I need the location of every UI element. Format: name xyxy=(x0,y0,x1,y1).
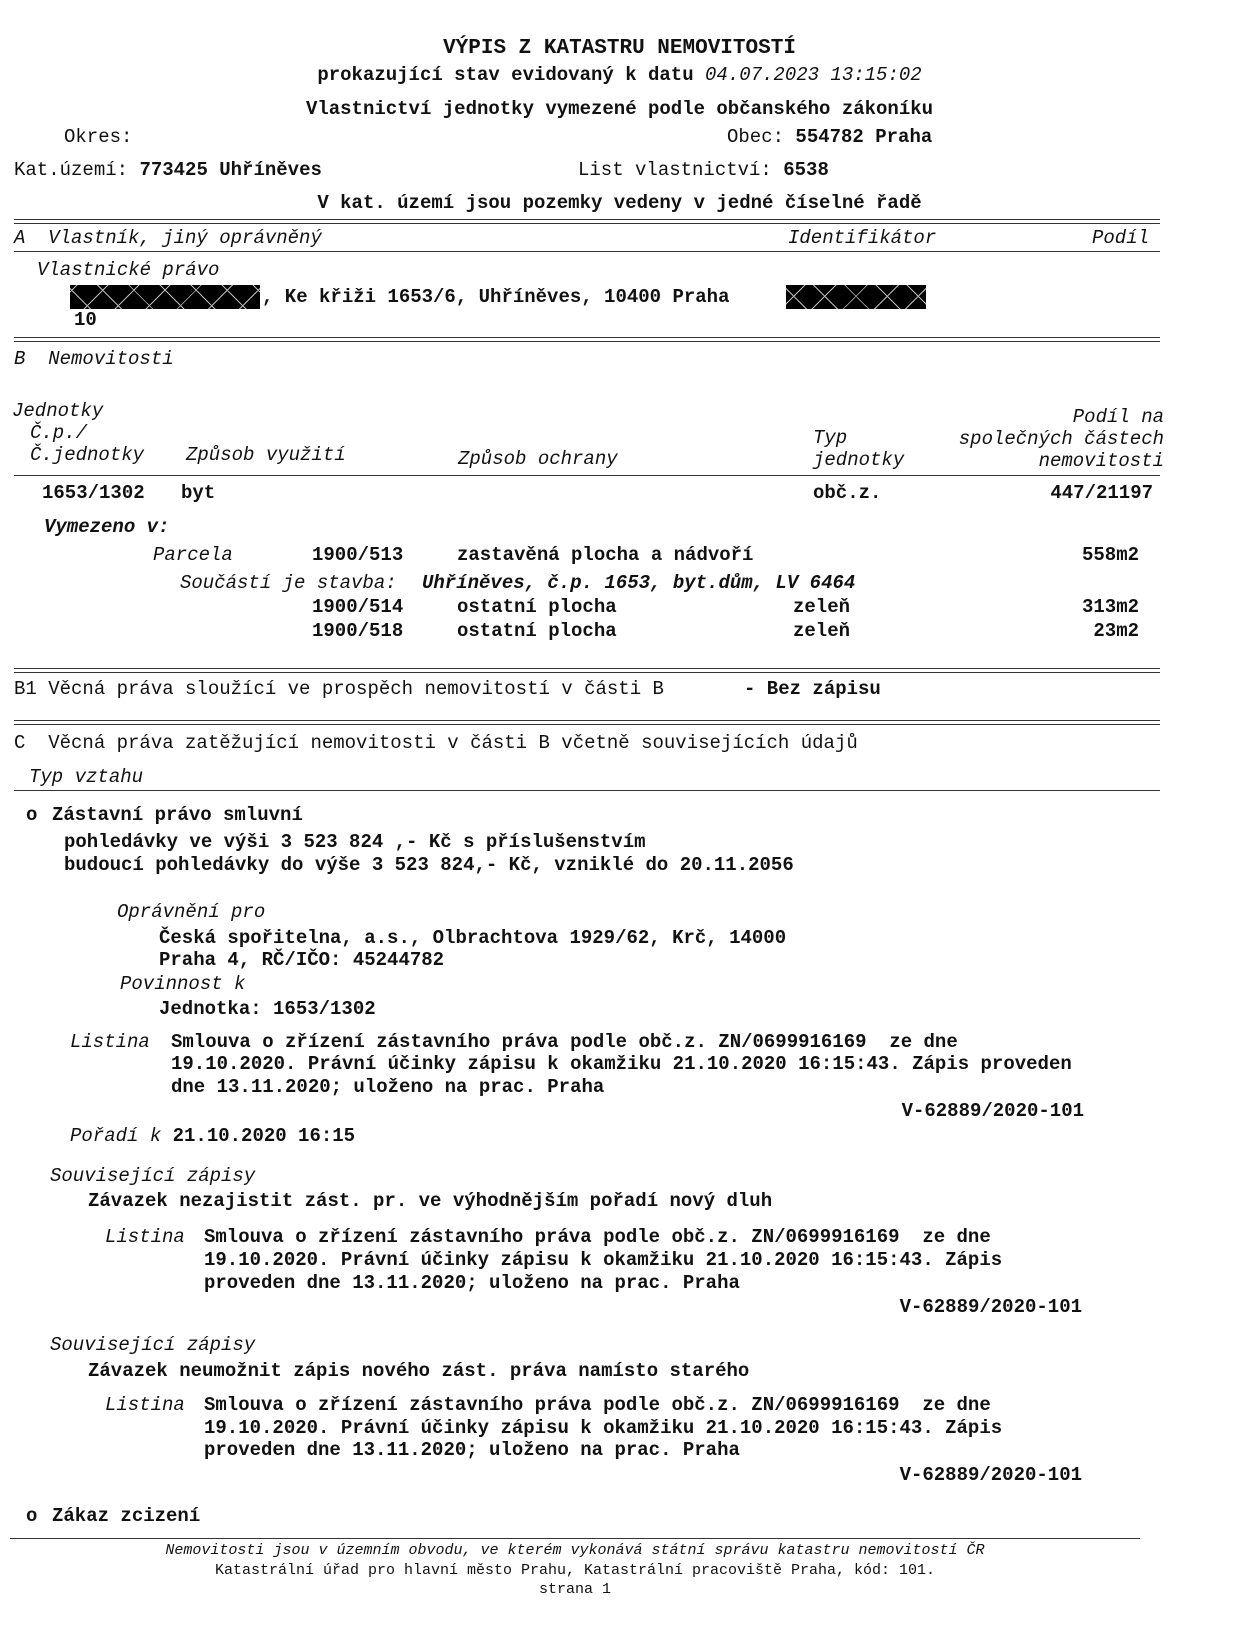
col-nemovitosti: nemovitosti xyxy=(1038,450,1164,472)
katuzemi-field: Kat.území: 773425 Uhříněves xyxy=(14,159,322,181)
col-identifikator: Identifikátor xyxy=(788,227,937,249)
parcela-label: Parcela xyxy=(153,544,233,566)
bullet: o xyxy=(26,1505,38,1527)
section-c-heading: C Věcná práva zatěžující nemovitosti v části B včetně souvisejících údajů xyxy=(14,732,858,754)
section-b-heading: B Nemovitosti xyxy=(14,348,174,370)
lv-field: List vlastnictví: 6538 xyxy=(578,159,829,181)
owner-address: , Ke křiži 1653/6, Uhříněves, 10400 Praha xyxy=(262,286,730,308)
zakaz-title: Zákaz zcizení xyxy=(52,1505,201,1527)
parcel-number: 1900/514 xyxy=(312,596,404,618)
povinnost-value: Jednotka: 1653/1302 xyxy=(159,998,376,1020)
listina-label: Listina xyxy=(105,1226,185,1248)
lien-line: pohledávky ve výši 3 523 824 ,- Kč s příslušenstvím xyxy=(64,831,646,853)
parcel-number: 1900/518 xyxy=(312,620,404,642)
parcel-area: 313m2 xyxy=(1081,596,1139,618)
listina-line: proveden dne 13.11.2020; uloženo na prac. Praha xyxy=(204,1439,740,1461)
redacted-owner-name xyxy=(70,285,260,309)
listina-line: Smlouva o zřízení zástavního práva podle obč.z. ZN/0699916169 ze dne xyxy=(171,1031,958,1053)
souvisejici-label: Související zápisy xyxy=(50,1334,256,1356)
ownership-type: Vlastnictví jednotky vymezené podle občanského zákoníku xyxy=(305,98,934,120)
parcel-use: zastavěná plocha a nádvoří xyxy=(457,544,754,566)
listina-line: dne 13.11.2020; uloženo na prac. Praha xyxy=(171,1076,605,1098)
obec-field: Obec: 554782 Praha xyxy=(727,126,933,148)
parcel-kind: zeleň xyxy=(793,596,851,618)
listina-reference: V-62889/2020-101 xyxy=(899,1464,1082,1486)
listina-line: 19.10.2020. Právní účinky zápisu k okamžiku 21.10.2020 16:15:43. Zápis proveden xyxy=(171,1053,1072,1075)
listina-line: 19.10.2020. Právní účinky zápisu k okamžiku 21.10.2020 16:15:43. Zápis xyxy=(204,1417,1003,1439)
listina-reference: V-62889/2020-101 xyxy=(901,1100,1084,1122)
listina-line: 19.10.2020. Právní účinky zápisu k okamžiku 21.10.2020 16:15:43. Zápis xyxy=(204,1249,1003,1271)
section-a-heading: A Vlastník, jiný oprávněný xyxy=(14,227,322,249)
parcel-use: ostatní plocha xyxy=(457,596,617,618)
vlastnicke-pravo-label: Vlastnické právo xyxy=(37,259,220,281)
opravneni-line: Praha 4, RČ/IČO: 45244782 xyxy=(159,949,445,971)
opravneni-label: Oprávnění pro xyxy=(117,901,266,923)
souvisejici-label: Související zápisy xyxy=(50,1165,256,1187)
footer-line: Nemovitosti jsou v územním obvodu, ve kterém vykonává státní správu katastru nemovitostí ČR xyxy=(165,1542,985,1559)
listina-label: Listina xyxy=(70,1031,150,1053)
divider xyxy=(14,251,1160,252)
parcel-area: 23m2 xyxy=(1093,620,1139,642)
col-cp: Č.p./ xyxy=(30,422,88,444)
listina-label: Listina xyxy=(105,1394,185,1416)
col-spolecnych-castech: společných částech xyxy=(958,428,1164,450)
poradi-field: Pořadí k 21.10.2020 16:15 xyxy=(70,1125,356,1147)
parcel-area: 558m2 xyxy=(1081,544,1139,566)
parcel-use: ostatní plocha xyxy=(457,620,617,642)
related-title: Závazek neumožnit zápis nového zást. práva namísto starého xyxy=(88,1360,750,1382)
col-zpusob-ochrany: Způsob ochrany xyxy=(458,448,618,470)
typ-vztahu-label: Typ vztahu xyxy=(29,766,144,788)
opravneni-line: Česká spořitelna, a.s., Olbrachtova 1929/62, Krč, 14000 xyxy=(159,927,787,949)
divider xyxy=(14,475,1160,476)
owner-address-cont: 10 xyxy=(74,309,97,331)
divider xyxy=(14,720,1160,725)
document-title: VÝPIS Z KATASTRU NEMOVITOSTÍ xyxy=(443,37,796,60)
col-cjednotky: Č.jednotky xyxy=(30,444,145,466)
building-label: Součástí je stavba: xyxy=(180,572,397,594)
povinnost-label: Povinnost k xyxy=(120,973,246,995)
col-jednotky: Jednotky xyxy=(12,400,104,422)
lien-line: budoucí pohledávky do výše 3 523 824,- Kč, vzniklé do 20.11.2056 xyxy=(64,854,794,876)
divider xyxy=(14,337,1160,342)
col-typ: Typ xyxy=(813,427,848,449)
col-podil: Podíl xyxy=(1092,227,1150,249)
document-subtitle: prokazující stav evidovaný k datu 04.07.2023 13:15:02 xyxy=(317,64,922,86)
parcel-kind: zeleň xyxy=(793,620,851,642)
listina-line: Smlouva o zřízení zástavního práva podle obč.z. ZN/0699916169 ze dne xyxy=(204,1394,991,1416)
unit-use: byt xyxy=(181,482,216,504)
col-podil-na: Podíl na xyxy=(1072,406,1164,428)
related-title: Závazek nezajistit zást. pr. ve výhodnějším pořadí nový dluh xyxy=(88,1190,773,1212)
col-zpusob-vyuziti: Způsob využití xyxy=(186,444,346,466)
lien-title: Zástavní právo smluvní xyxy=(52,804,303,826)
listina-line: Smlouva o zřízení zástavního práva podle obč.z. ZN/0699916169 ze dne xyxy=(204,1226,991,1248)
col-typ-jednotky: jednotky xyxy=(813,449,905,471)
footer-line: Katastrální úřad pro hlavní město Prahu, Katastrální pracoviště Praha, kód: 101. xyxy=(214,1562,936,1579)
vymezeno-label: Vymezeno v: xyxy=(44,516,170,538)
divider xyxy=(14,790,1160,791)
page-number: strana 1 xyxy=(538,1581,611,1598)
footer-divider xyxy=(10,1538,1140,1539)
section-b1-heading: B1 Věcná práva sloužící ve prospěch nemovitostí v části B xyxy=(14,678,664,700)
building-value: Uhříněves, č.p. 1653, byt.dům, LV 6464 xyxy=(422,572,856,594)
parcel-number: 1900/513 xyxy=(312,544,404,566)
section-b1-value: - Bez zápisu xyxy=(744,678,881,700)
series-note: V kat. území jsou pozemky vedeny v jedné číselné řadě xyxy=(317,192,922,214)
listina-line: proveden dne 13.11.2020; uloženo na prac. Praha xyxy=(204,1272,740,1294)
unit-number: 1653/1302 xyxy=(42,482,145,504)
listina-reference: V-62889/2020-101 xyxy=(899,1296,1082,1318)
divider xyxy=(14,668,1160,673)
bullet: o xyxy=(26,804,38,826)
okres-label: Okres: xyxy=(64,126,133,148)
unit-type: obč.z. xyxy=(813,482,882,504)
redacted-identifier xyxy=(786,285,926,309)
unit-share: 447/21197 xyxy=(1050,482,1153,504)
divider xyxy=(14,219,1160,224)
